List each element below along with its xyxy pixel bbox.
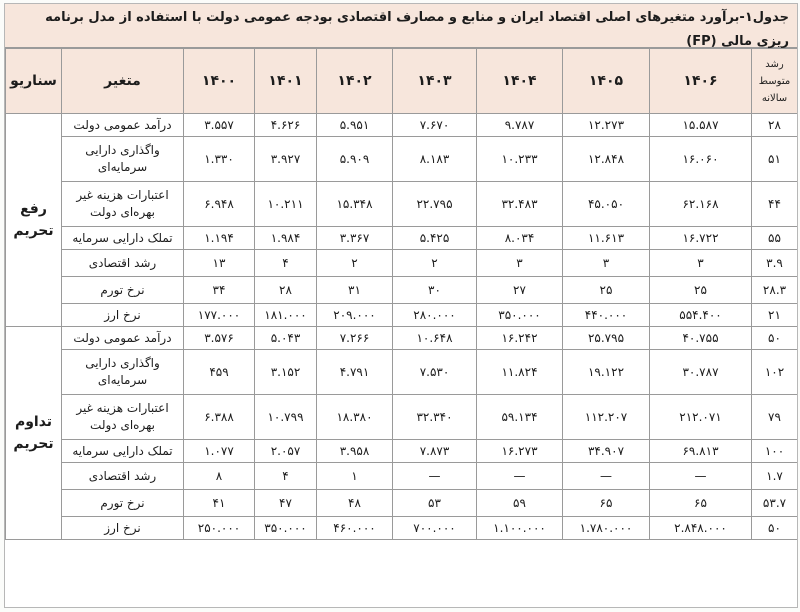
value-cell: ۳۴ [184,277,255,304]
value-cell: ۲۸۰.۰۰۰ [393,304,477,327]
variable-label: رشد اقتصادی [62,250,184,277]
scenario-label: تداوم تحریم [6,327,62,540]
value-cell: ۴ [255,463,317,490]
value-cell: ۴۷ [255,490,317,517]
table-row [6,137,798,182]
value-cell: ۳.۵۵۷ [184,114,255,137]
header-year: ۱۴۰۳ [393,49,477,114]
table-row [6,327,798,350]
value-cell: ۲.۸۴۸.۰۰۰ [650,517,752,540]
header-scenario: سناریو [6,49,62,114]
value-cell: ۷.۸۷۳ [393,440,477,463]
value-cell: ۶۵ [563,490,650,517]
variable-label: نرخ تورم [62,490,184,517]
table-row [6,490,798,517]
value-cell: ۳.۵۷۶ [184,327,255,350]
variable-label: اعتبارات هزینه غیر بهره‌ای دولت [62,182,184,227]
header-year: ۱۴۰۶ [650,49,752,114]
value-cell: ۴.۷۹۱ [317,350,393,395]
growth-cell: ۲۸ [752,114,798,137]
value-cell: ۱۵.۳۴۸ [317,182,393,227]
growth-cell: ۱.۷ [752,463,798,490]
value-cell: ۳.۱۵۲ [255,350,317,395]
value-cell: ۱۰.۷۹۹ [255,395,317,440]
value-cell: ۸ [184,463,255,490]
growth-cell: ۲۱ [752,304,798,327]
value-cell: ۳ [563,250,650,277]
value-cell: ۶.۹۴۸ [184,182,255,227]
value-cell: — [393,463,477,490]
value-cell: ۴۴۰.۰۰۰ [563,304,650,327]
value-cell: ۱۰.۲۱۱ [255,182,317,227]
variable-label: تملک دارایی سرمایه [62,227,184,250]
value-cell: ۶۹.۸۱۳ [650,440,752,463]
table-row [6,250,798,277]
value-cell: ۱.۱۰۰.۰۰۰ [477,517,563,540]
value-cell: ۱۷۷.۰۰۰ [184,304,255,327]
value-cell: ۱.۰۷۷ [184,440,255,463]
value-cell: — [650,463,752,490]
value-cell: ۱۱.۶۱۳ [563,227,650,250]
value-cell: ۳۵۰.۰۰۰ [477,304,563,327]
value-cell: ۱۰.۲۳۳ [477,137,563,182]
value-cell: ۵.۹۰۹ [317,137,393,182]
value-cell: ۷.۲۶۶ [317,327,393,350]
value-cell: ۱.۳۳۰ [184,137,255,182]
header-growth: رشد متوسط سالانه [752,49,798,114]
table-row [6,227,798,250]
header-variable: متغیر [62,49,184,114]
value-cell: ۶۵ [650,490,752,517]
document-page [4,3,798,608]
table-row [6,304,798,327]
value-cell: ۲۵ [650,277,752,304]
value-cell: ۴۵۹ [184,350,255,395]
value-cell: ۱.۱۹۴ [184,227,255,250]
value-cell: ۱.۹۸۴ [255,227,317,250]
value-cell: ۵.۰۴۳ [255,327,317,350]
variable-label: واگذاری دارایی سرمایه‌ای [62,350,184,395]
growth-cell: ۷۹ [752,395,798,440]
value-cell: ۲۵ [563,277,650,304]
value-cell: ۷۰۰.۰۰۰ [393,517,477,540]
growth-cell: ۵۰ [752,517,798,540]
value-cell: ۱۱۲.۲۰۷ [563,395,650,440]
growth-cell: ۱۰۲ [752,350,798,395]
value-cell: ۱۸۱.۰۰۰ [255,304,317,327]
value-cell: ۲۷ [477,277,563,304]
value-cell: ۴۱ [184,490,255,517]
header-year: ۱۴۰۱ [255,49,317,114]
value-cell: ۵۹.۱۳۴ [477,395,563,440]
value-cell: ۷.۵۳۰ [393,350,477,395]
value-cell: ۳ [477,250,563,277]
value-cell: ۲۰۹.۰۰۰ [317,304,393,327]
value-cell: ۱۹.۱۲۲ [563,350,650,395]
value-cell: ۳۱ [317,277,393,304]
value-cell: ۲.۰۵۷ [255,440,317,463]
value-cell: ۱ [317,463,393,490]
table-title: جدول۱-برآورد متغیرهای اصلی اقتصاد ایران و منابع و مصارف اقتصادی بودجه عمومی دولت با استفاده از مدل برنامه ریزی مالی (FP) [5,4,797,48]
value-cell: — [477,463,563,490]
header-year: ۱۴۰۵ [563,49,650,114]
growth-cell: ۵۰ [752,327,798,350]
value-cell: ۸.۱۸۳ [393,137,477,182]
value-cell: ۴۰.۷۵۵ [650,327,752,350]
value-cell: ۳.۹۵۸ [317,440,393,463]
table-row [6,182,798,227]
value-cell: ۷.۶۷۰ [393,114,477,137]
variable-label: رشد اقتصادی [62,463,184,490]
growth-cell: ۱۰۰ [752,440,798,463]
value-cell: ۳.۳۶۷ [317,227,393,250]
table-row [6,463,798,490]
value-cell: ۲۲.۷۹۵ [393,182,477,227]
value-cell: ۸.۰۳۴ [477,227,563,250]
value-cell: ۵.۹۵۱ [317,114,393,137]
value-cell: ۲ [317,250,393,277]
header-year: ۱۴۰۴ [477,49,563,114]
scenario-label: رفع تحریم [6,114,62,327]
value-cell: ۵۵۴.۴۰۰ [650,304,752,327]
value-cell: ۱۶.۲۴۲ [477,327,563,350]
value-cell: ۱۲.۲۷۳ [563,114,650,137]
value-cell: ۱۶.۰۶۰ [650,137,752,182]
header-year: ۱۴۰۲ [317,49,393,114]
value-cell: ۳۲.۴۸۳ [477,182,563,227]
value-cell: ۱۸.۳۸۰ [317,395,393,440]
growth-cell: ۵۱ [752,137,798,182]
table-row [6,440,798,463]
value-cell: ۹.۷۸۷ [477,114,563,137]
value-cell: ۱۵.۵۸۷ [650,114,752,137]
budget-table [5,48,798,540]
header-row [6,49,798,114]
value-cell: ۱۲.۸۴۸ [563,137,650,182]
growth-cell: ۵۵ [752,227,798,250]
variable-label: اعتبارات هزینه غیر بهره‌ای دولت [62,395,184,440]
growth-cell: ۵۳.۷ [752,490,798,517]
value-cell: ۳۲.۳۴۰ [393,395,477,440]
table-row [6,277,798,304]
value-cell: ۳.۹۲۷ [255,137,317,182]
table-row [6,350,798,395]
value-cell: ۲۵.۷۹۵ [563,327,650,350]
variable-label: درآمد عمومی دولت [62,114,184,137]
variable-label: نرخ تورم [62,277,184,304]
variable-label: تملک دارایی سرمایه [62,440,184,463]
value-cell: ۴.۶۲۶ [255,114,317,137]
value-cell: ۵۹ [477,490,563,517]
value-cell: ۳۰.۷۸۷ [650,350,752,395]
value-cell: ۵۳ [393,490,477,517]
header-year: ۱۴۰۰ [184,49,255,114]
growth-cell: ۲۸.۳ [752,277,798,304]
value-cell: ۲۸ [255,277,317,304]
variable-label: نرخ ارز [62,304,184,327]
table-row [6,517,798,540]
value-cell: ۲۱۲.۰۷۱ [650,395,752,440]
value-cell: ۳۴.۹۰۷ [563,440,650,463]
value-cell: ۳۵۰.۰۰۰ [255,517,317,540]
value-cell: ۱۶.۲۷۳ [477,440,563,463]
value-cell: ۲۵۰.۰۰۰ [184,517,255,540]
value-cell: ۱۳ [184,250,255,277]
table-row [6,395,798,440]
value-cell: ۴ [255,250,317,277]
value-cell: ۳ [650,250,752,277]
value-cell: ۱۶.۷۲۲ [650,227,752,250]
table-body [6,114,798,540]
value-cell: — [563,463,650,490]
value-cell: ۲ [393,250,477,277]
value-cell: ۴۵.۰۵۰ [563,182,650,227]
growth-cell: ۴۴ [752,182,798,227]
value-cell: ۱.۷۸۰.۰۰۰ [563,517,650,540]
value-cell: ۵.۴۲۵ [393,227,477,250]
value-cell: ۴۸ [317,490,393,517]
growth-cell: ۳.۹ [752,250,798,277]
value-cell: ۶.۳۸۸ [184,395,255,440]
value-cell: ۶۲.۱۶۸ [650,182,752,227]
value-cell: ۴۶۰.۰۰۰ [317,517,393,540]
table-row [6,114,798,137]
value-cell: ۱۰.۶۴۸ [393,327,477,350]
variable-label: درآمد عمومی دولت [62,327,184,350]
value-cell: ۳۰ [393,277,477,304]
variable-label: نرخ ارز [62,517,184,540]
value-cell: ۱۱.۸۲۴ [477,350,563,395]
variable-label: واگذاری دارایی سرمایه‌ای [62,137,184,182]
